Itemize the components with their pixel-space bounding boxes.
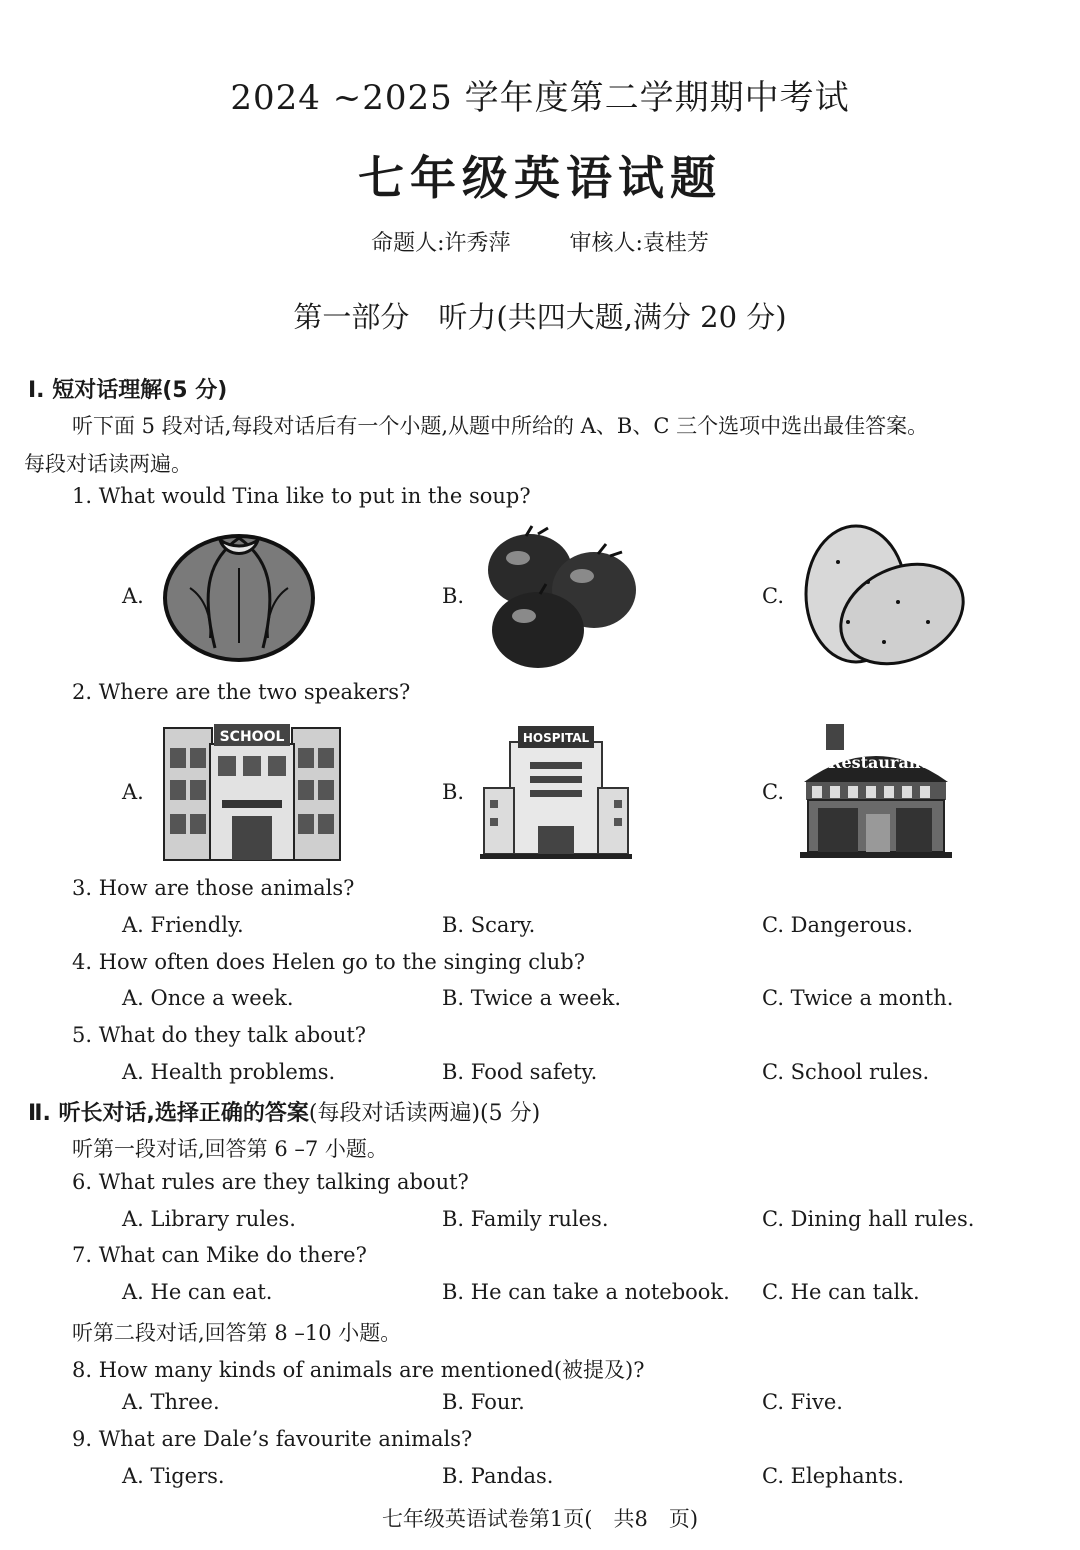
q6-option-b: B. Family rules. bbox=[442, 1207, 609, 1231]
exam-title: 2024 ~2025 学年度第二学期期中考试 bbox=[230, 78, 850, 118]
q1-option-c-label: C. bbox=[762, 584, 784, 608]
page-footer: 七年级英语试卷第1页( 共8 页) bbox=[381, 1507, 699, 1531]
q4-option-b: B. Twice a week. bbox=[442, 986, 622, 1010]
question-6: 6. What rules are they talking about? bbox=[72, 1170, 469, 1194]
setter: 命题人:许秀萍 bbox=[371, 231, 511, 256]
school-building-icon bbox=[162, 720, 342, 862]
restaurant-building-icon bbox=[796, 720, 956, 860]
section2-title: Ⅱ. 听长对话,选择正确的答案(每段对话读两遍)(5 分) bbox=[28, 1101, 541, 1126]
section1-title: Ⅰ. 短对话理解(5 分) bbox=[28, 378, 228, 403]
q8-option-a: A. Three. bbox=[122, 1390, 220, 1414]
q7-option-c: C. He can talk. bbox=[762, 1280, 920, 1304]
part-title: 第一部分 听力(共四大题,满分 20 分) bbox=[293, 300, 787, 334]
q2-option-b-label: B. bbox=[442, 780, 465, 804]
q6-option-a: A. Library rules. bbox=[122, 1207, 296, 1231]
q7-option-a: A. He can eat. bbox=[122, 1280, 273, 1304]
q5-option-a: A. Health problems. bbox=[122, 1060, 336, 1084]
question-3: 3. How are those animals? bbox=[72, 876, 355, 900]
q3-option-a: A. Friendly. bbox=[122, 913, 244, 937]
hospital-building-icon bbox=[480, 722, 632, 860]
cabbage-icon bbox=[160, 528, 318, 664]
q8-option-c: C. Five. bbox=[762, 1390, 843, 1414]
q3-option-b: B. Scary. bbox=[442, 913, 536, 937]
hospital-sign: HOSPITAL bbox=[522, 731, 590, 745]
q4-option-c: C. Twice a month. bbox=[762, 986, 954, 1010]
q9-option-c: C. Elephants. bbox=[762, 1464, 905, 1488]
authors bbox=[0, 226, 1080, 257]
question-4: 4. How often does Helen go to the singing club? bbox=[72, 950, 585, 974]
section1-instruction-cont: 每段对话读两遍。 bbox=[24, 452, 192, 476]
question-9: 9. What are Dale’s favourite animals? bbox=[72, 1427, 473, 1451]
q2-option-a-label: A. bbox=[122, 780, 144, 804]
q6-option-c: C. Dining hall rules. bbox=[762, 1207, 975, 1231]
q8-option-b: B. Four. bbox=[442, 1390, 525, 1414]
q9-option-a: A. Tigers. bbox=[122, 1464, 225, 1488]
q1-option-a-label: A. bbox=[122, 584, 144, 608]
question-8: 8. How many kinds of animals are mentioned(被提及)? bbox=[72, 1358, 645, 1382]
q2-option-c-label: C. bbox=[762, 780, 784, 804]
reviewer: 审核人:袁桂芳 bbox=[569, 231, 709, 256]
tomatoes-icon bbox=[478, 524, 642, 670]
q5-option-c: C. School rules. bbox=[762, 1060, 930, 1084]
dialog1-instruction: 听第一段对话,回答第 6 –7 小题。 bbox=[72, 1137, 388, 1161]
question-5: 5. What do they talk about? bbox=[72, 1023, 367, 1047]
q5-option-b: B. Food safety. bbox=[442, 1060, 598, 1084]
q7-option-b: B. He can take a notebook. bbox=[442, 1280, 730, 1304]
potatoes-icon bbox=[798, 522, 966, 666]
dialog2-instruction: 听第二段对话,回答第 8 –10 小题。 bbox=[72, 1321, 402, 1345]
section1-instruction: 听下面 5 段对话,每段对话后有一个小题,从题中所给的 A、B、C 三个选项中选出最佳答案。 bbox=[72, 414, 929, 438]
q9-option-b: B. Pandas. bbox=[442, 1464, 554, 1488]
paper-title: 七年级英语试题 bbox=[358, 151, 722, 205]
question-2: 2. Where are the two speakers? bbox=[72, 680, 411, 704]
q1-option-b-label: B. bbox=[442, 584, 465, 608]
q3-option-c: C. Dangerous. bbox=[762, 913, 914, 937]
restaurant-sign: Restaurant bbox=[828, 753, 928, 772]
question-1: 1. What would Tina like to put in the soup? bbox=[72, 484, 531, 508]
q4-option-a: A. Once a week. bbox=[122, 986, 294, 1010]
question-7: 7. What can Mike do there? bbox=[72, 1243, 367, 1267]
school-sign: SCHOOL bbox=[219, 729, 285, 745]
